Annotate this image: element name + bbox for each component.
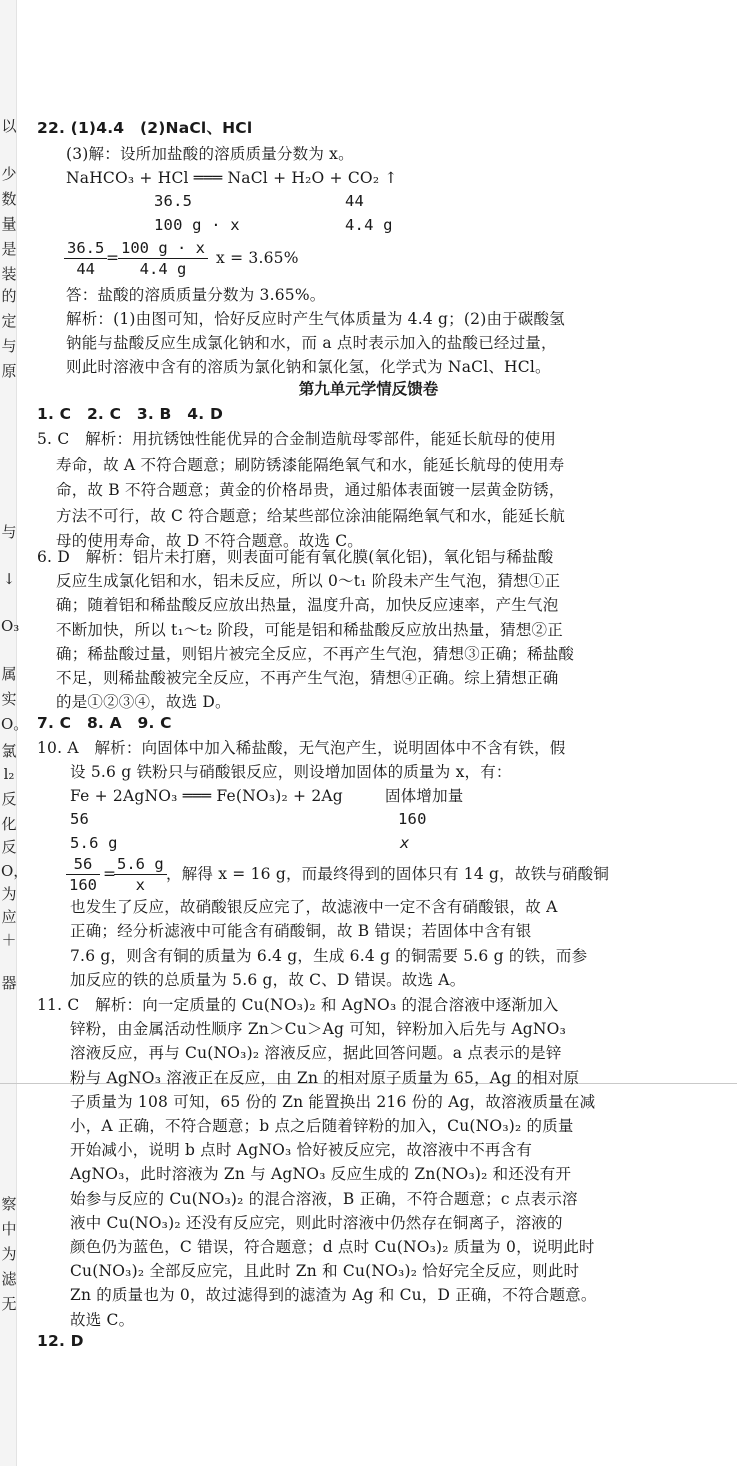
edge-char: 应 bbox=[1, 908, 17, 926]
q22-frac-left-den: 44 bbox=[76, 260, 95, 278]
q22-known-co2: 4.4 g bbox=[345, 216, 393, 234]
q5-block-line: 命，故 B 不符合题意；黄金的价格昂贵，通过船体表面镀一层黄金防锈， bbox=[56, 481, 565, 499]
edge-char: 氯 bbox=[1, 742, 17, 760]
edge-char: 察 bbox=[1, 1195, 17, 1213]
q22-analysis-line: 解析：(1)由图可知，恰好反应时产生气体质量为 4.4 g；(2)由于碳酸氢 bbox=[66, 310, 565, 328]
edge-char: 为 bbox=[1, 885, 17, 903]
q10-mass-increase: 160 bbox=[398, 810, 427, 828]
q11-block-line: 液中 Cu(NO₃)₂ 还没有反应完，则此时溶液中仍然存在铜离子，溶液的 bbox=[70, 1213, 563, 1232]
edge-char: ↓ bbox=[2, 570, 16, 588]
q22-unknown-hcl: 100 g · x bbox=[154, 216, 240, 234]
q22-result: x = 3.65% bbox=[216, 249, 299, 267]
edge-char: 属 bbox=[1, 665, 17, 683]
q11-block-line: 子质量为 108 可知，65 份的 Zn 能置换出 216 份的 Ag，故溶液质量在减 bbox=[70, 1092, 596, 1111]
q22-analysis-line: 钠能与盐酸反应生成氯化钠和水，而 a 点时表示加入的盐酸已经过量， bbox=[66, 334, 557, 352]
q11-block-line: 颜色仍为蓝色，C 错误，符合题意；d 点时 Cu(NO₃)₂ 质量为 0，说明此时 bbox=[70, 1238, 595, 1256]
q10-frac-left-num: 56 bbox=[66, 854, 100, 875]
q10-frac-equals: = bbox=[103, 865, 117, 883]
q22-solution-intro: (3)解：设所加盐酸的溶质质量分数为 x。 bbox=[66, 145, 354, 163]
q22-frac-right-num: 100 g · x bbox=[118, 238, 208, 259]
q6-block-line: 不足，则稀盐酸被完全反应，不再产生气泡，猜想④正确。综上猜想正确 bbox=[56, 669, 559, 687]
q22-fraction-right bbox=[118, 238, 208, 279]
q11-block-line: 开始减小，说明 b 点时 AgNO₃ 恰好被反应完，故溶液中不再含有 bbox=[70, 1141, 533, 1160]
q11-block-line: Zn 的质量也为 0，故过滤得到的滤渣为 Ag 和 Cu，D 正确，不符合题意。 bbox=[70, 1286, 597, 1305]
q22-fraction-left bbox=[64, 238, 107, 279]
edge-char: ＋ bbox=[1, 931, 17, 949]
q10-bottom-line: 也发生了反应，故硝酸银反应完了，故滤液中一定不含有硝酸银，故 A bbox=[70, 898, 558, 916]
q11-block-line: 溶液反应，再与 Cu(NO₃)₂ 溶液反应，据此回答问题。a 点表示的是锌 bbox=[70, 1044, 562, 1063]
q6-block-line: 确；随着铝和稀盐酸反应放出热量，温度升高，加快反应速率，产生气泡 bbox=[56, 596, 559, 615]
edge-char: 是 bbox=[1, 240, 17, 258]
edge-char: 定 bbox=[1, 312, 17, 330]
q22-mass-co2: 44 bbox=[345, 192, 365, 210]
edge-char: 反 bbox=[1, 790, 17, 808]
q10-frac-tail: ，解得 x = 16 g，而最终得到的固体只有 14 g，故铁与硝酸铜 bbox=[166, 865, 610, 883]
q11-block-line: 小，A 正确，不符合题意；b 点之后随着锌粉的加入，Cu(NO₃)₂ 的质量 bbox=[70, 1117, 574, 1135]
q10-fraction-left bbox=[66, 854, 100, 895]
q10-frac-right-num: 5.6 g bbox=[114, 854, 167, 875]
q22-equation: NaHCO₃ + HCl ═══ NaCl + H₂O + CO₂ ↑ bbox=[66, 169, 398, 187]
edge-char: 器 bbox=[1, 974, 17, 992]
edge-char: O。 bbox=[1, 715, 29, 733]
q11-block-line: 11. C 解析：向一定质量的 Cu(NO₃)₂ 和 AgNO₃ 的混合溶液中逐渐加入 bbox=[37, 996, 559, 1014]
edge-char: 为 bbox=[1, 1245, 17, 1263]
edge-char: O₃ bbox=[1, 617, 20, 635]
edge-char: 原 bbox=[1, 362, 17, 380]
edge-char: 中 bbox=[1, 1220, 17, 1238]
q10-equation: Fe + 2AgNO₃ ═══ Fe(NO₃)₂ + 2Ag bbox=[70, 787, 343, 805]
edge-char: 化 bbox=[1, 815, 17, 833]
q11-block-line: AgNO₃，此时溶液为 Zn 与 AgNO₃ 反应生成的 Zn(NO₃)₂ 和还没有开 bbox=[70, 1165, 572, 1184]
q11-block-line: 始参与反应的 Cu(NO₃)₂ 的混合溶液，B 正确，不符合题意；c 点表示溶 bbox=[70, 1189, 578, 1208]
q11-block-line: 粉与 AgNO₃ 溶液正在反应，由 Zn 的相对原子质量为 65，Ag 的相对原 bbox=[70, 1068, 580, 1087]
edge-char: 实 bbox=[1, 690, 17, 708]
q6-block-line: 确；稀盐酸过量，则铝片被完全反应，不再产生气泡，猜想③正确；稀盐酸 bbox=[56, 644, 575, 663]
q11-block-line: Cu(NO₃)₂ 全部反应完，且此时 Zn 和 Cu(NO₃)₂ 恰好完全反应，则此时 bbox=[70, 1262, 580, 1281]
edge-char: 以 bbox=[1, 117, 17, 135]
edge-char: 量 bbox=[1, 215, 17, 233]
q5-block-line: 寿命，故 A 不符合题意；刷防锈漆能隔绝氧气和水，能延长航母的使用寿 bbox=[56, 455, 565, 474]
q22-final-answer: 答：盐酸的溶质质量分数为 3.65%。 bbox=[66, 286, 326, 304]
q6-block-line: 的是①②③④，故选 D。 bbox=[56, 693, 231, 712]
q10-bottom-line: 7.6 g，则含有铜的质量为 6.4 g，生成 6.4 g 的铜需要 5.6 g 的铁，而参 bbox=[70, 946, 588, 965]
q6-block-line: 不断加快，所以 t₁～t₂ 阶段，可能是铝和稀盐酸反应放出热量，猜想②正 bbox=[56, 620, 563, 639]
q5-block-line: 5. C 解析：用抗锈蚀性能优异的合金制造航母零部件，能延长航母的使用 bbox=[37, 430, 557, 448]
q10-known-fe: 5.6 g bbox=[70, 834, 118, 852]
q5-block-line: 方法不可行，故 C 符合题意；给某些部位涂油能隔绝氧气和水，能延长航 bbox=[56, 506, 566, 525]
q5-block-line: 母的使用寿命，故 D 不符合题意。故选 C。 bbox=[56, 532, 363, 550]
edge-char: 与 bbox=[1, 337, 17, 355]
edge-char: 无 bbox=[1, 1295, 17, 1313]
q6-block-line: 反应生成氯化铝和水，铝未反应，所以 0～t₁ 阶段未产生气泡，猜想①正 bbox=[56, 572, 561, 591]
q6-block-line: 6. D 解析：铝片未打磨，则表面可能有氧化膜(氧化铝)，氧化铝与稀盐酸 bbox=[37, 548, 554, 566]
edge-char: 反 bbox=[1, 838, 17, 856]
q22-frac-right-den: 4.4 g bbox=[139, 260, 187, 278]
q22-frac-equals: = bbox=[106, 249, 120, 267]
q10-fraction-right bbox=[114, 854, 167, 895]
q10-bottom-line: 加反应的铁的总质量为 5.6 g，故 C、D 错误。故选 A。 bbox=[70, 970, 466, 989]
q22-mass-hcl: 36.5 bbox=[154, 192, 193, 210]
edge-char: 与 bbox=[1, 523, 17, 541]
answer-12: 12. D bbox=[37, 1332, 84, 1350]
answers-7-9: 7. C 8. A 9. C bbox=[37, 714, 172, 732]
answers-1-4: 1. C 2. C 3. B 4. D bbox=[37, 405, 224, 423]
section-title: 第九单元学情反馈卷 bbox=[298, 380, 439, 398]
q22-frac-left-num: 36.5 bbox=[64, 238, 107, 259]
edge-char: 数 bbox=[1, 190, 17, 208]
edge-char: 的 bbox=[1, 287, 17, 305]
edge-char: l₂ bbox=[3, 765, 15, 783]
q22-analysis-line: 则此时溶液中含有的溶质为氯化钠和氯化氢，化学式为 NaCl、HCl。 bbox=[66, 358, 551, 376]
q10-top-line: 10. A 解析：向固体中加入稀盐酸，无气泡产生，说明固体中不含有铁，假 bbox=[37, 739, 566, 757]
q10-bottom-line: 正确；经分析滤液中可能含有硝酸铜，故 B 错误；若固体中含有银 bbox=[70, 922, 532, 941]
q10-equation-note: 固体增加量 bbox=[385, 787, 464, 805]
edge-char: 装 bbox=[1, 265, 17, 283]
q10-unknown-x: x bbox=[400, 834, 410, 852]
edge-char: O， bbox=[1, 862, 29, 880]
q10-mass-fe: 56 bbox=[70, 810, 90, 828]
q22-answer-line: 22. (1)4.4 (2)NaCl、HCl bbox=[37, 119, 253, 137]
q10-top-line: 设 5.6 g 铁粉只与硝酸银反应，则设增加固体的质量为 x，有： bbox=[70, 763, 512, 781]
q11-block-line: 锌粉，由金属活动性顺序 Zn＞Cu＞Ag 可知，锌粉加入后先与 AgNO₃ bbox=[70, 1020, 566, 1039]
q10-frac-left-den: 160 bbox=[69, 876, 97, 894]
q11-block-line: 故选 C。 bbox=[70, 1310, 135, 1329]
edge-char: 少 bbox=[1, 165, 17, 183]
q10-frac-right-den: x bbox=[135, 876, 145, 894]
edge-char: 滤 bbox=[1, 1270, 17, 1288]
